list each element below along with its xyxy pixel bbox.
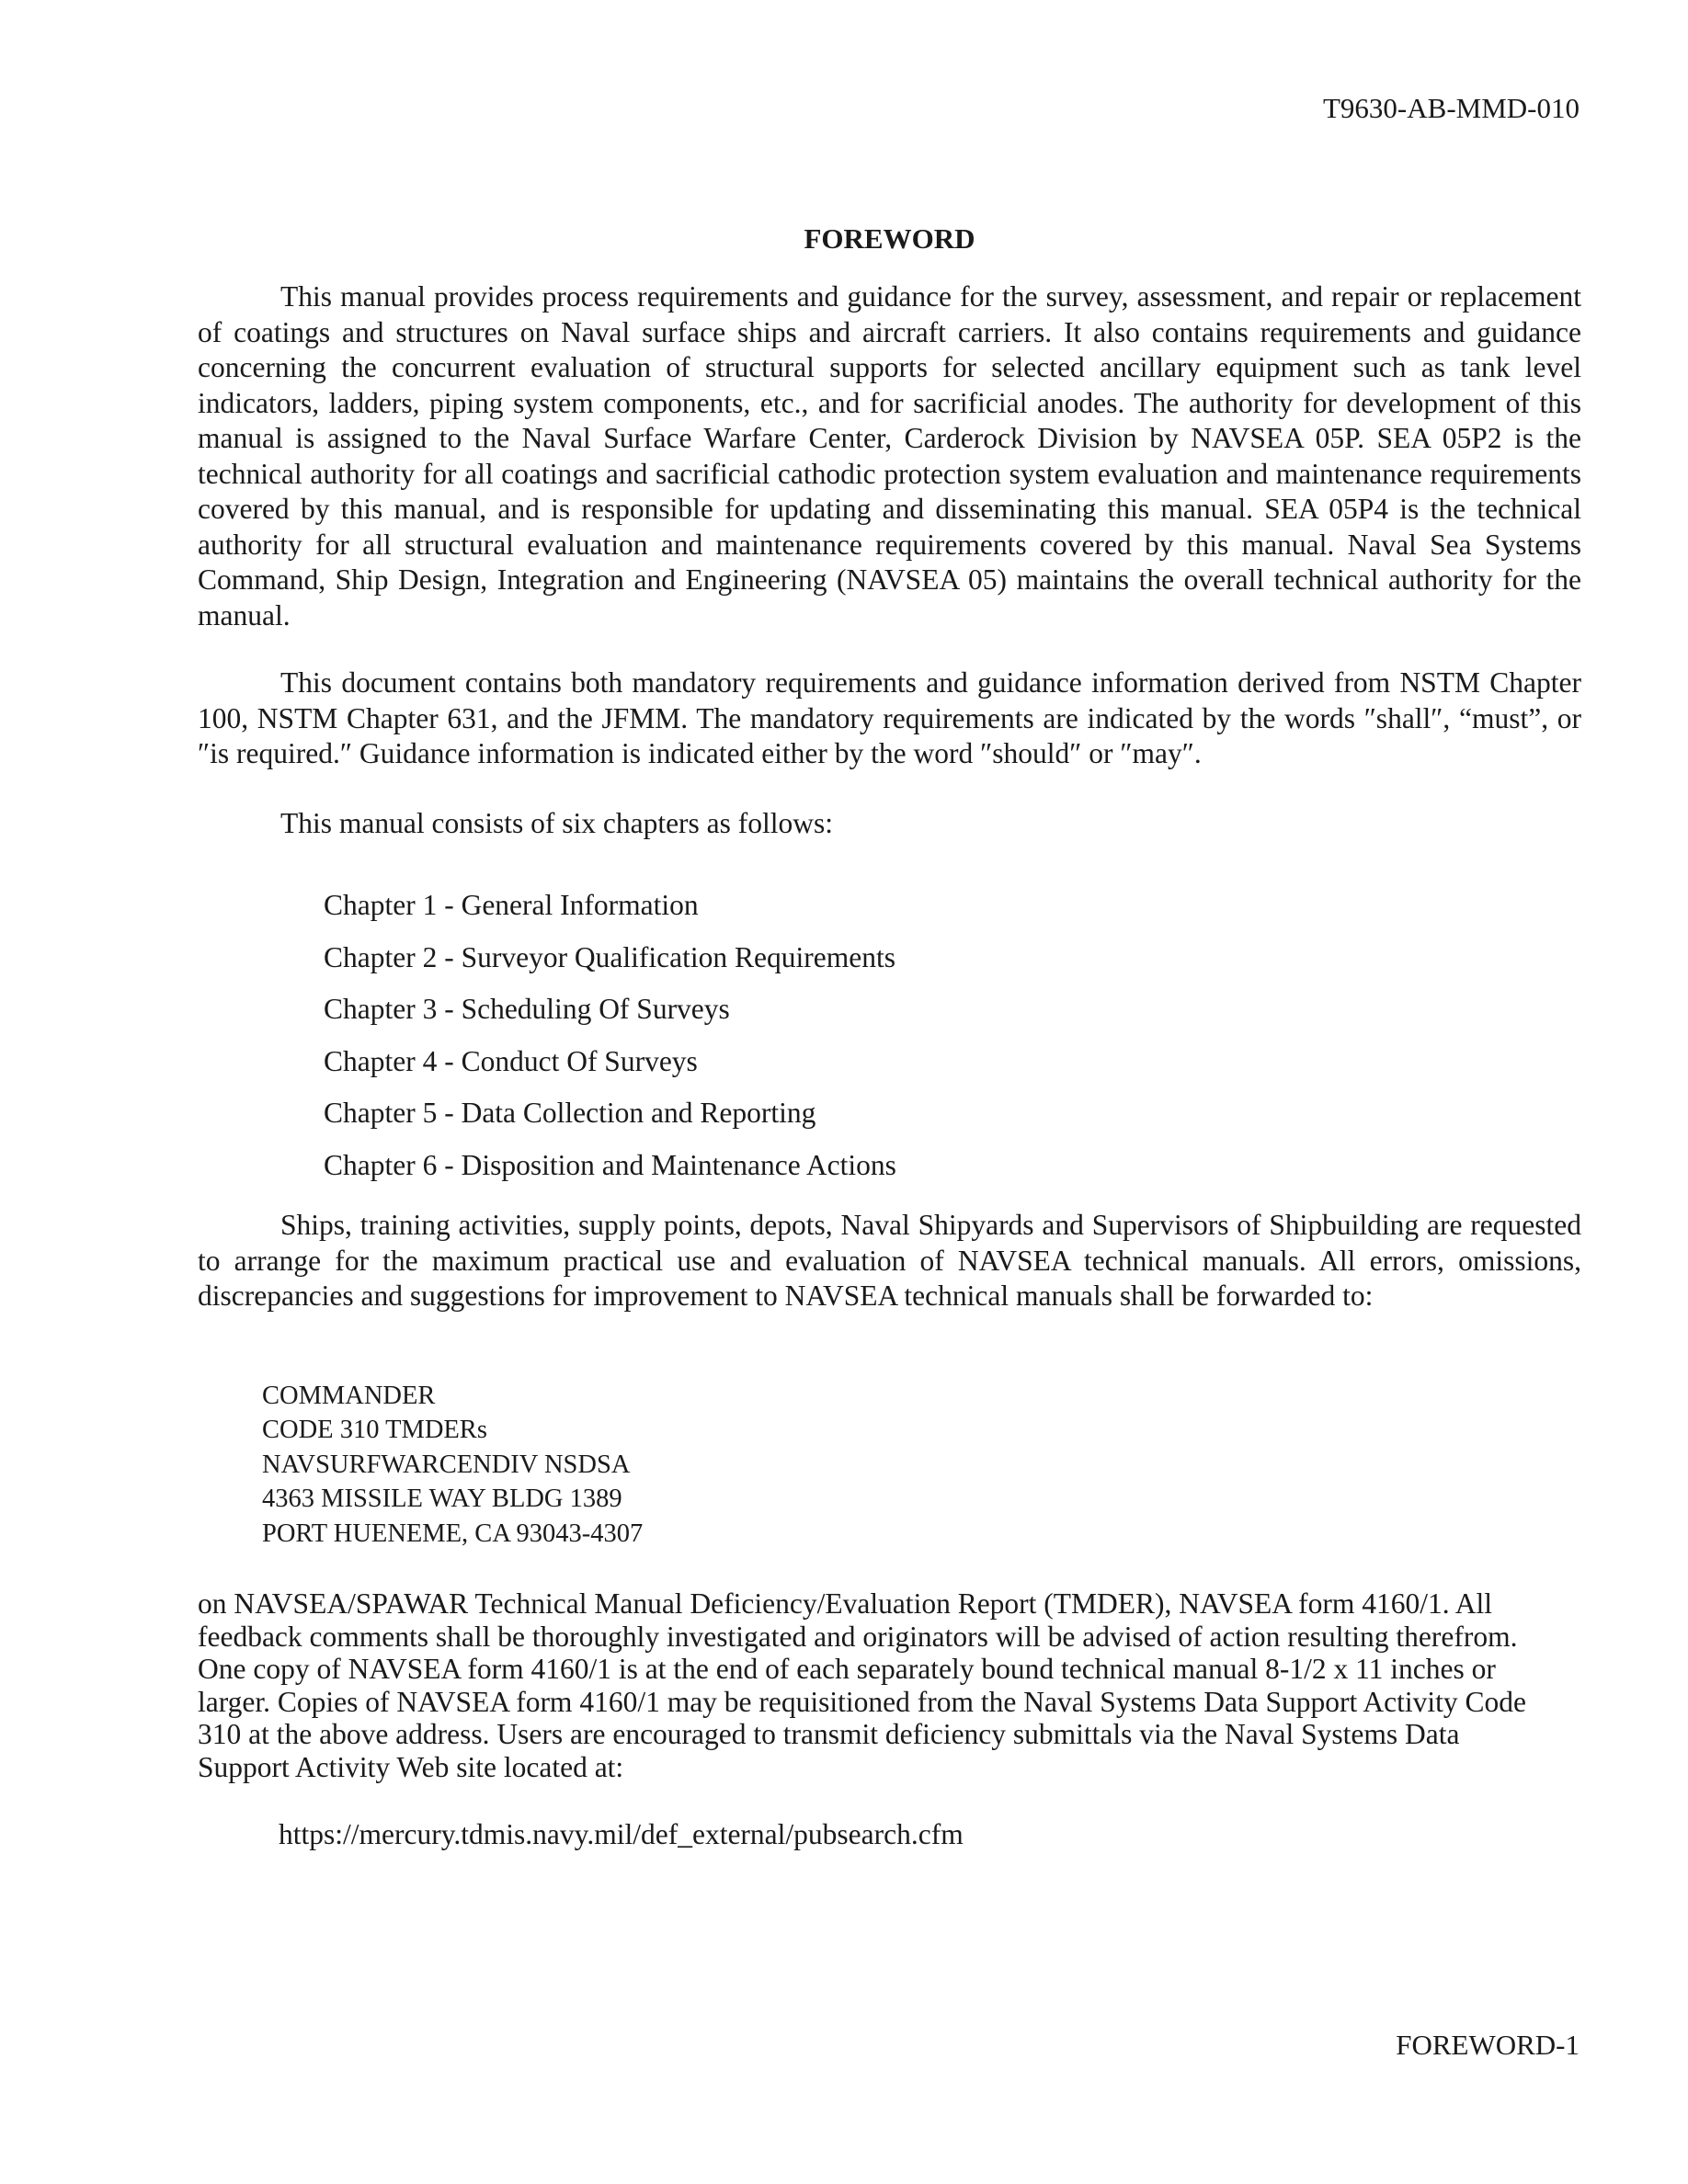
chapters-intro-paragraph: This manual consists of six chapters as follows: [280, 806, 834, 839]
mailing-address [262, 1379, 1581, 1552]
foreword-content [198, 221, 1581, 1853]
chapter-item-6: Chapter 6 - Disposition and Maintenance Actions [324, 1148, 896, 1181]
address-line: COMMANDER [262, 1381, 436, 1410]
intro-paragraph: This manual provides process requirements and guidance for the survey, assessment, and repair or replacement of coatings and structures on Naval surface ships and aircraft carriers. It also contains requirements and guidance concerning the concurrent evaluation of structural supports for selected ancillary equipment such as tank level indicators, ladders, piping system components, etc., and for sacrificial anodes. The authority for development of this manual is assigned to the Naval Surface Warfare Center, Carderock Division by NAVSEA 05P. SEA 05P2 is the technical authority for all coatings and sacrificial cathodic protection system evaluation and maintenance requirements covered by this manual, and is responsible for updating and disseminating this manual. SEA 05P4 is the technical authority for all structural evaluation and maintenance requirements covered by this manual. Naval Sea Systems Command, Ship Design, Integration and Engineering (NAVSEA 05) maintains the overall technical authority for the manual. [198, 280, 1581, 631]
page-number: FOREWORD-1 [1396, 2029, 1580, 2061]
address-line: 4363 MISSILE WAY BLDG 1389 [262, 1484, 622, 1514]
website-url: https://mercury.tdmis.navy.mil/def_external/pubsearch.cfm [279, 1818, 964, 1851]
chapter-item-5: Chapter 5 - Data Collection and Reporting [324, 1097, 816, 1129]
tmder-paragraph: on NAVSEA/SPAWAR Technical Manual Deficiency/Evaluation Report (TMDER), NAVSEA form 4160/1. All feedback comments shall be thoroughly investigated and originators will be advised of action resulting therefrom. One copy of NAVSEA form 4160/1 is at the end of each separately bound technical manual 8-1/2 x 11 inches or larger. Copies of NAVSEA form 4160/1 may be requisitioned from the Naval Systems Data Support Activity Code 310 at the above address. Users are encouraged to transmit deficiency submittals via the Naval Systems Data Support Activity Web site located at: [198, 1587, 1527, 1783]
address-line: PORT HUENEME, CA 93043-4307 [262, 1519, 644, 1548]
page-title: FOREWORD [804, 222, 975, 255]
chapter-list [198, 880, 1581, 1191]
requirements-paragraph: This document contains both mandatory requirements and guidance information derived from NSTM Chapter 100, NSTM Chapter 631, and the JFMM. The mandatory requirements are indicated by the words ″shall″, “must”, or ″is required.″ Guidance information is indicated either by the word ″should″ or ″may″. [198, 666, 1581, 769]
chapter-item-1: Chapter 1 - General Information [324, 889, 699, 921]
feedback-paragraph: Ships, training activities, supply points, depots, Naval Shipyards and Supervisors of Shipbuilding are requested to arrange for the maximum practical use and evaluation of NAVSEA technical manuals. All errors, omissions, discrepancies and suggestions for improvement to NAVSEA technical manuals shall be forwarded to: [198, 1209, 1581, 1312]
chapter-item-3: Chapter 3 - Scheduling Of Surveys [324, 993, 730, 1025]
chapter-item-2: Chapter 2 - Surveyor Qualification Requirements [324, 940, 895, 973]
document-id: T9630-AB-MMD-010 [1323, 92, 1580, 124]
address-line: CODE 310 TMDERs [262, 1416, 487, 1445]
chapter-item-4: Chapter 4 - Conduct Of Surveys [324, 1044, 698, 1077]
address-line: NAVSURFWARCENDIV NSDSA [262, 1450, 631, 1479]
